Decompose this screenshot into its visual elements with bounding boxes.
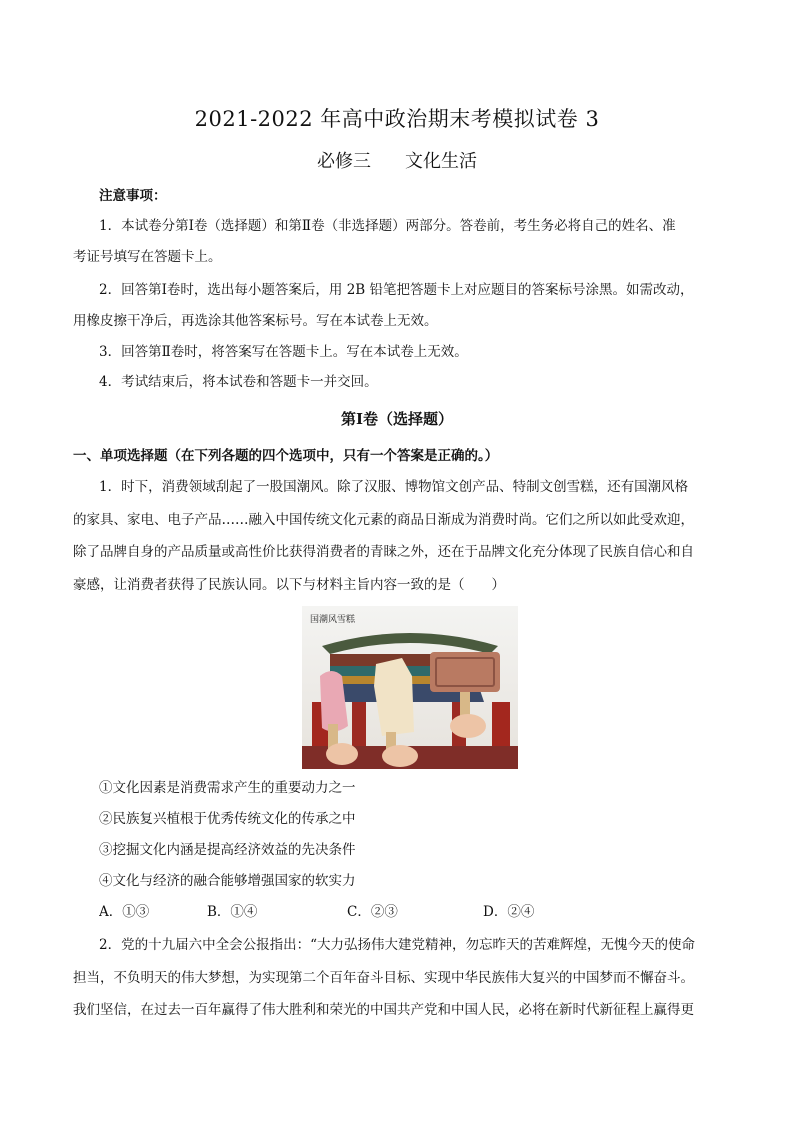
option-a[interactable]: A．①③ — [99, 904, 150, 920]
question-1-text: 豪感，让消费者获得了民族认同。以下与材料主旨内容一致的是（ ） — [73, 577, 505, 593]
notice-item: 用橡皮擦干净后，再选涂其他答案标号。写在本试卷上无效。 — [73, 313, 438, 329]
notice-item: 3．回答第Ⅱ卷时，将答案写在答题卡上。写在本试卷上无效。 — [99, 344, 468, 360]
question-2-text: 2．党的十九届六中全会公报指出：“大力弘扬伟大建党精神，勿忘昨天的苦难辉煌，无愧今天的使命 — [99, 937, 695, 953]
statement: ②民族复兴植根于优秀传统文化的传承之中 — [99, 811, 356, 827]
notice-item: 考证号填写在答题卡上。 — [73, 249, 222, 265]
option-b[interactable]: B．①④ — [207, 904, 258, 920]
question-1-text: 1．时下，消费领域刮起了一股国潮风。除了汉服、博物馆文创产品、特制文创雪糕，还有国潮风格 — [99, 479, 689, 495]
notice-item: 4．考试结束后，将本试卷和答题卡一并交回。 — [99, 374, 378, 390]
question-1-text: 除了品牌自身的产品质量或高性价比获得消费者的青睐之外，还在于品牌文化充分体现了民族自信心和自 — [73, 544, 694, 560]
page-subtitle — [0, 147, 794, 173]
statement: ④文化与经济的融合能够增强国家的软实力 — [99, 873, 356, 889]
statement: ③挖掘文化内涵是提高经济效益的先决条件 — [99, 842, 356, 858]
question-2-text: 我们坚信，在过去一百年赢得了伟大胜利和荣光的中国共产党和中国人民，必将在新时代新征程上赢得更 — [73, 1002, 694, 1018]
statement: ①文化因素是消费需求产生的重要动力之一 — [99, 780, 356, 796]
notice-heading: 注意事项： — [99, 188, 167, 204]
option-c[interactable]: C．②③ — [347, 904, 398, 920]
notice-item: 2．回答第Ⅰ卷时，选出每小题答案后，用 2B 铅笔把答题卡上对应题目的答案标号涂黑。如需改动， — [99, 282, 694, 298]
notice-item: 1．本试卷分第Ⅰ卷（选择题）和第Ⅱ卷（非选择题）两部分。答卷前，考生务必将自己的姓名、准 — [99, 218, 676, 234]
photo-caption: 国潮风雪糕 — [310, 615, 356, 625]
ice-cream-illustration — [302, 606, 518, 769]
subtitle-topic: 文化生活 — [405, 151, 477, 172]
question-2-text: 担当，不负明天的伟大梦想，为实现第二个百年奋斗目标、实现中华民族伟大复兴的中国梦而不懈奋斗。 — [73, 970, 694, 986]
option-d[interactable]: D．②④ — [483, 904, 535, 920]
question-1-text: 的家具、家电、电子产品……融入中国传统文化元素的商品日渐成为消费时尚。它们之所以如此受欢迎， — [73, 512, 694, 528]
page-title: 2021-2022 年高中政治期末考模拟试卷 3 — [194, 107, 600, 131]
subtitle-module: 必修三 — [317, 151, 371, 172]
part-heading: 一、单项选择题（在下列各题的四个选项中，只有一个答案是正确的。） — [73, 448, 499, 464]
section-title: 第Ⅰ卷（选择题） — [340, 410, 454, 428]
answer-options — [99, 902, 723, 922]
ice-cream-photo — [302, 606, 518, 769]
